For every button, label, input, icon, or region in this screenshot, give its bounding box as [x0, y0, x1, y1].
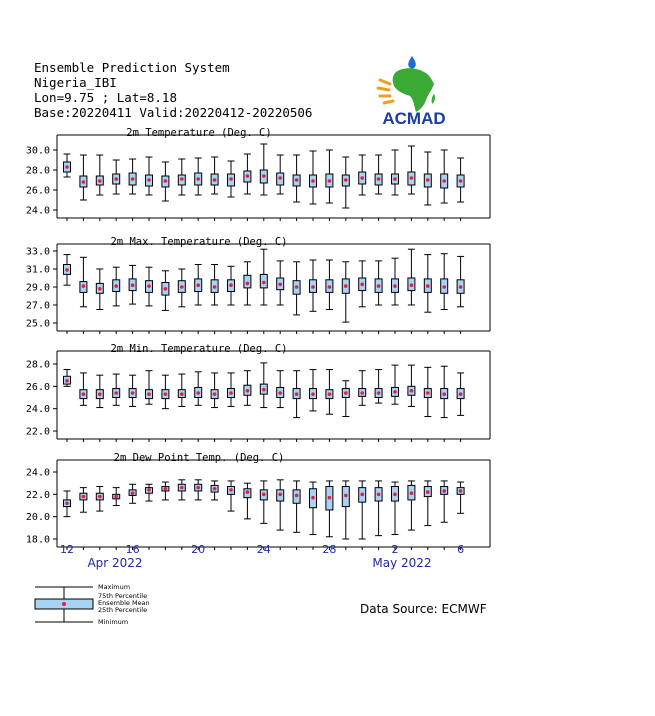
panel-title: 2m Temperature (Deg. C): [126, 127, 272, 139]
mean-dot: [180, 177, 184, 181]
box-apr-30: [359, 261, 366, 307]
mean-dot: [377, 177, 381, 181]
box-apr-16: [129, 375, 136, 406]
mean-dot: [295, 178, 299, 182]
mean-dot: [410, 491, 414, 495]
mean-dot: [311, 392, 315, 396]
x-day-label: 20: [191, 543, 206, 556]
box-apr-28: [326, 481, 333, 537]
y-tick-label: 22.0: [25, 489, 50, 501]
box-apr-15: [113, 374, 120, 405]
mean-dot: [180, 486, 184, 490]
data-source: Data Source: ECMWF: [360, 602, 487, 616]
mean-dot: [246, 174, 250, 178]
panel-title: 2m Max. Temperature (Deg. C): [110, 236, 288, 248]
y-tick-label: 33.0: [25, 246, 50, 258]
mean-dot: [229, 391, 233, 395]
box-apr-28: [326, 150, 333, 203]
mean-dot: [295, 285, 299, 289]
mean-dot: [262, 388, 266, 392]
box-apr-21: [211, 373, 218, 408]
mean-dot: [98, 495, 102, 499]
box-may-3: [408, 249, 415, 305]
mean-dot: [82, 392, 86, 396]
mean-dot: [344, 391, 348, 395]
y-tick-label: 26.0: [25, 381, 50, 393]
y-tick-label: 22.0: [25, 426, 50, 438]
y-tick-label: 31.0: [25, 264, 50, 276]
mean-dot: [393, 493, 397, 497]
box-apr-13: [80, 373, 87, 405]
y-tick-label: 29.0: [25, 282, 50, 294]
box-apr-17: [146, 267, 153, 306]
y-tick-label: 28.0: [25, 165, 50, 177]
box-apr-30: [359, 155, 366, 195]
mean-dot: [393, 390, 397, 394]
box-apr-29: [342, 262, 349, 322]
box-apr-23: [244, 371, 251, 406]
mean-dot: [360, 391, 364, 395]
box-apr-22: [228, 266, 235, 305]
y-tick-label: 20.0: [25, 512, 50, 524]
box-apr-15: [113, 267, 120, 306]
mean-dot: [65, 165, 69, 169]
box-apr-24: [260, 481, 267, 523]
iqr-box: [244, 275, 251, 288]
y-tick-label: 27.0: [25, 300, 50, 312]
box-apr-27: [310, 260, 317, 311]
box-apr-22: [228, 161, 235, 197]
y-tick-label: 26.0: [25, 185, 50, 197]
mean-dot: [426, 284, 430, 288]
box-apr-24: [260, 144, 267, 195]
panel-1: [26, 127, 490, 221]
mean-dot: [98, 287, 102, 291]
mean-dot: [164, 392, 168, 396]
mean-dot: [311, 179, 315, 183]
base-valid-dates: Base:20220411 Valid:20220412-20220506: [34, 105, 313, 120]
mean-dot: [328, 285, 332, 289]
box-apr-30: [359, 481, 366, 539]
box-apr-21: [211, 265, 218, 306]
x-day-label: 12: [60, 543, 74, 556]
mean-dot: [344, 284, 348, 288]
legend-label-p25: 25th Percentile: [98, 606, 148, 614]
mean-dot: [410, 283, 414, 287]
y-tick-label: 30.0: [25, 145, 50, 157]
x-month-label: Apr 2022: [87, 556, 143, 570]
mean-dot: [213, 178, 217, 182]
mean-dot: [426, 391, 430, 395]
box-apr-19: [178, 159, 185, 195]
box-apr-12: [64, 370, 71, 387]
mean-dot: [98, 392, 102, 396]
box-apr-13: [80, 488, 87, 513]
svg-text:ACMAD: ACMAD: [382, 109, 446, 126]
mean-dot: [180, 392, 184, 396]
box-apr-13: [80, 155, 87, 200]
mean-dot: [410, 176, 414, 180]
coordinates: Lon=9.75 ; Lat=8.18: [34, 90, 177, 105]
box-apr-18: [162, 271, 169, 311]
box-may-3: [408, 365, 415, 406]
y-tick-label: 24.0: [25, 404, 50, 416]
legend-label-min: Minimum: [98, 618, 129, 626]
mean-dot: [196, 283, 200, 287]
mean-dot: [278, 493, 282, 497]
mean-dot: [410, 389, 414, 393]
mean-dot: [344, 178, 348, 182]
mean-dot: [377, 493, 381, 497]
legend: [30, 580, 170, 630]
box-apr-28: [326, 370, 333, 415]
y-tick-label: 28.0: [25, 359, 50, 371]
box-apr-26: [293, 155, 300, 202]
box-apr-21: [211, 157, 218, 194]
legend-mean-dot: [62, 602, 66, 606]
box-apr-22: [228, 481, 235, 511]
box-apr-18: [162, 162, 169, 201]
mean-dot: [164, 487, 168, 491]
system-title: Ensemble Prediction System: [34, 60, 230, 75]
mean-dot: [65, 379, 69, 383]
box-apr-18: [162, 482, 169, 500]
mean-dot: [229, 283, 233, 287]
box-apr-25: [277, 371, 284, 408]
mean-dot: [344, 494, 348, 498]
box-may-2: [392, 150, 399, 195]
mean-dot: [114, 284, 118, 288]
box-may-6: [457, 256, 464, 306]
mean-dot: [98, 179, 102, 183]
mean-dot: [442, 489, 446, 493]
x-day-label: 16: [125, 543, 140, 556]
y-tick-label: 24.0: [25, 467, 50, 479]
box-apr-19: [178, 269, 185, 307]
mean-dot: [147, 284, 151, 288]
mean-dot: [278, 283, 282, 287]
mean-dot: [262, 281, 266, 285]
box-may-4: [424, 367, 431, 416]
mean-dot: [131, 283, 135, 287]
box-apr-25: [277, 155, 284, 194]
panel-title: 2m Dew Point Temp. (Deg. C): [113, 452, 285, 464]
y-tick-label: 24.0: [25, 205, 50, 217]
mean-dot: [196, 486, 200, 490]
box-apr-15: [113, 160, 120, 194]
mean-dot: [246, 490, 250, 494]
box-may-2: [392, 365, 399, 404]
mean-dot: [328, 392, 332, 396]
box-apr-13: [80, 257, 87, 307]
mean-dot: [114, 177, 118, 181]
mean-dot: [82, 180, 86, 184]
box-may-4: [424, 255, 431, 313]
x-day-label: 28: [322, 543, 337, 556]
box-apr-12: [64, 154, 71, 177]
box-apr-29: [342, 381, 349, 417]
location-name: Nigeria_IBI: [34, 75, 117, 90]
legend-label-max: Maximum: [98, 583, 131, 591]
box-apr-20: [195, 372, 202, 406]
box-apr-26: [293, 481, 300, 532]
mean-dot: [114, 495, 118, 499]
box-may-4: [424, 152, 431, 205]
box-apr-20: [195, 480, 202, 500]
mean-dot: [229, 177, 233, 181]
box-apr-24: [260, 363, 267, 408]
box-apr-21: [211, 481, 218, 500]
mean-dot: [278, 391, 282, 395]
box-may-5: [441, 254, 448, 310]
box-apr-17: [146, 484, 153, 501]
box-apr-27: [310, 151, 317, 204]
box-may-1: [375, 261, 382, 305]
box-may-6: [457, 373, 464, 415]
box-apr-26: [293, 262, 300, 315]
mean-dot: [360, 493, 364, 497]
mean-dot: [213, 487, 217, 491]
box-apr-14: [96, 487, 103, 512]
mean-dot: [196, 177, 200, 181]
box-apr-26: [293, 371, 300, 418]
box-apr-28: [326, 260, 333, 310]
box-may-5: [441, 481, 448, 522]
mean-dot: [459, 285, 463, 289]
mean-dot: [459, 179, 463, 183]
mean-dot: [377, 391, 381, 395]
mean-dot: [278, 176, 282, 180]
box-may-2: [392, 258, 399, 305]
box-apr-18: [162, 375, 169, 409]
box-apr-22: [228, 373, 235, 407]
box-apr-16: [129, 159, 136, 194]
box-apr-14: [96, 155, 103, 195]
mean-dot: [442, 392, 446, 396]
box-apr-29: [342, 157, 349, 208]
x-month-label: May 2022: [372, 556, 432, 570]
mean-dot: [295, 392, 299, 396]
mean-dot: [164, 287, 168, 291]
box-apr-25: [277, 480, 284, 530]
mean-dot: [262, 174, 266, 178]
box-may-4: [424, 481, 431, 526]
legend-label-mean: Ensemble Mean: [98, 599, 150, 607]
mean-dot: [442, 285, 446, 289]
box-may-3: [408, 146, 415, 194]
box-apr-16: [129, 484, 136, 503]
box-apr-30: [359, 371, 366, 406]
mean-dot: [131, 177, 135, 181]
box-may-1: [375, 370, 382, 404]
box-apr-24: [260, 249, 267, 305]
box-apr-14: [96, 269, 103, 310]
mean-dot: [246, 389, 250, 393]
box-apr-25: [277, 261, 284, 305]
box-apr-16: [129, 265, 136, 304]
panel-3: [26, 343, 490, 442]
mean-dot: [65, 501, 69, 505]
mean-dot: [328, 496, 332, 500]
box-apr-23: [244, 483, 251, 519]
mean-dot: [459, 489, 463, 493]
mean-dot: [213, 285, 217, 289]
panel-title: 2m Min. Temperature (Deg. C): [110, 343, 288, 355]
y-tick-label: 18.0: [25, 534, 50, 546]
box-apr-14: [96, 375, 103, 407]
mean-dot: [229, 488, 233, 492]
box-apr-23: [244, 154, 251, 194]
mean-dot: [82, 495, 86, 499]
box-may-6: [457, 482, 464, 513]
panel-2: [26, 236, 490, 334]
box-apr-19: [178, 374, 185, 406]
mean-dot: [295, 494, 299, 498]
box-apr-12: [64, 255, 71, 286]
mean-dot: [82, 284, 86, 288]
mean-dot: [426, 178, 430, 182]
x-day-label: 2: [391, 543, 399, 556]
box-may-6: [457, 158, 464, 202]
mean-dot: [360, 176, 364, 180]
mean-dot: [65, 268, 69, 272]
box-may-3: [408, 481, 415, 530]
mean-dot: [377, 284, 381, 288]
mean-dot: [131, 391, 135, 395]
box-apr-29: [342, 481, 349, 539]
box-apr-27: [310, 482, 317, 534]
mean-dot: [147, 392, 151, 396]
box-apr-20: [195, 158, 202, 195]
box-may-1: [375, 155, 382, 194]
box-apr-20: [195, 265, 202, 306]
mean-dot: [311, 496, 315, 500]
box-apr-15: [113, 488, 120, 506]
mean-dot: [393, 177, 397, 181]
box-apr-17: [146, 157, 153, 195]
mean-dot: [147, 488, 151, 492]
box-apr-17: [146, 371, 153, 405]
mean-dot: [213, 392, 217, 396]
legend-label-p75: 75th Percentile: [98, 592, 148, 600]
box-apr-19: [178, 480, 185, 500]
box-may-2: [392, 482, 399, 534]
box-apr-23: [244, 262, 251, 305]
x-day-label: 6: [457, 543, 465, 556]
mean-dot: [459, 392, 463, 396]
mean-dot: [393, 284, 397, 288]
box-may-5: [441, 366, 448, 417]
mean-dot: [147, 178, 151, 182]
mean-dot: [131, 491, 135, 495]
box-may-5: [441, 150, 448, 203]
x-day-label: 24: [256, 543, 271, 556]
mean-dot: [262, 493, 266, 497]
box-apr-12: [64, 491, 71, 517]
mean-dot: [311, 285, 315, 289]
mean-dot: [360, 283, 364, 287]
panel-4: [26, 452, 490, 550]
mean-dot: [180, 285, 184, 289]
mean-dot: [328, 179, 332, 183]
mean-dot: [164, 179, 168, 183]
mean-dot: [426, 490, 430, 494]
box-may-1: [375, 481, 382, 536]
mean-dot: [196, 391, 200, 395]
box-apr-27: [310, 370, 317, 411]
mean-dot: [246, 282, 250, 286]
mean-dot: [442, 179, 446, 183]
y-tick-label: 25.0: [25, 318, 50, 330]
mean-dot: [114, 391, 118, 395]
